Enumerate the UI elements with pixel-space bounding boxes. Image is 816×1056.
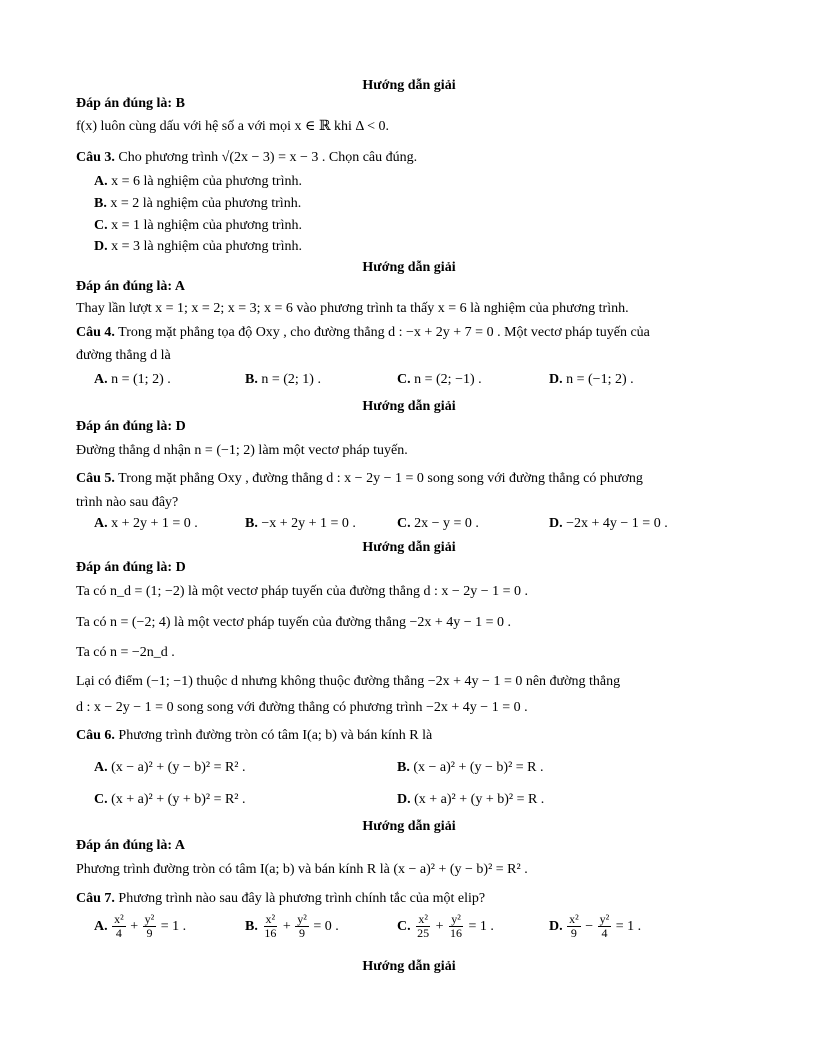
solution-text: Ta có n_d = (1; −2) là một vectơ pháp tuyến của đường thẳng d : x − 2y − 1 = 0 . [76, 584, 529, 599]
question-4 [76, 324, 742, 342]
solution-text: Đường thẳng d nhận n = (−1; 2) làm một vectơ pháp tuyến. [76, 443, 408, 458]
option-a: A. (x − a)² + (y − b)² = R² . [94, 760, 246, 775]
option-a: A. x = 6 là nghiệm của phương trình. [94, 174, 302, 189]
solution-heading: Hướng dẫn giải [362, 78, 456, 93]
question-text: Cho phương trình √(2x − 3) = x − 3 . Chọn câu đúng. [118, 150, 418, 165]
option-a: A. x + 2y + 1 = 0 . [94, 516, 198, 531]
answer-line: Đáp án đúng là: A [76, 279, 185, 294]
question-6 [76, 727, 742, 745]
option-d: D. $\frac{\text{x²}}{9}$ − $\frac{\text{y²}}{4}$ = 1 . [549, 912, 642, 941]
option-b: B. x = 2 là nghiệm của phương trình. [94, 196, 302, 211]
solution-heading: Hướng dẫn giải [362, 399, 456, 414]
option-d: D. x = 3 là nghiệm của phương trình. [94, 239, 302, 254]
question-label: Câu 5. [76, 471, 115, 486]
intro-text: f(x) luôn cùng dấu với hệ số a với mọi x ∈ ℝ khi Δ < 0. [76, 119, 390, 134]
solution-heading: Hướng dẫn giải [362, 819, 456, 834]
option-c: C. x = 1 là nghiệm của phương trình. [94, 218, 302, 233]
answer-line: Đáp án đúng là: B [76, 96, 185, 111]
option-c: C. $\frac{\text{x²}}{25}$ + $\frac{\text{y²}}{16}$ = 1 . [397, 912, 494, 941]
question-label: Câu 3. [76, 150, 115, 165]
option-c: C. n = (2; −1) . [397, 372, 482, 387]
solution-heading: Hướng dẫn giải [362, 540, 456, 555]
solution-text: Ta có n = −2n_d . [76, 645, 175, 660]
solution-heading: Hướng dẫn giải [362, 959, 456, 974]
question-label: Câu 7. [76, 891, 115, 906]
question-7 [76, 890, 742, 908]
option-b: B. $\frac{\text{x²}}{16}$ + $\frac{\text{y²}}{9}$ = 0 . [245, 912, 339, 941]
question-label: Câu 6. [76, 728, 115, 743]
option-d: D. n = (−1; 2) . [549, 372, 634, 387]
option-c: C. (x + a)² + (y + b)² = R² . [94, 792, 246, 807]
option-a: A. n = (1; 2) . [94, 372, 171, 387]
solution-text: d : x − 2y − 1 = 0 song song với đường thẳng có phương trình −2x + 4y − 1 = 0 . [76, 700, 528, 715]
question-text: Trong mặt phẳng Oxy , đường thẳng d : x − 2y − 1 = 0 song song với đường thẳng có phương [118, 471, 643, 486]
solution-text: Thay lần lượt x = 1; x = 2; x = 3; x = 6 vào phương trình ta thấy x = 6 là nghiệm của phương trình. [76, 301, 629, 316]
answer-line: Đáp án đúng là: D [76, 419, 186, 434]
solution-text: Phương trình đường tròn có tâm I(a; b) và bán kính R là (x − a)² + (y − b)² = R² . [76, 862, 528, 877]
question-5 [76, 470, 742, 488]
question-label: Câu 4. [76, 325, 115, 340]
option-a: A. $\frac{\text{x²}}{4}$ + $\frac{\text{y²}}{9}$ = 1 . [94, 912, 187, 941]
question-text: Phương trình nào sau đây là phương trình chính tắc của một elip? [118, 891, 486, 906]
option-d: D. −2x + 4y − 1 = 0 . [549, 516, 668, 531]
option-d: D. (x + a)² + (y + b)² = R . [397, 792, 545, 807]
option-c: C. 2x − y = 0 . [397, 516, 479, 531]
solution-heading: Hướng dẫn giải [362, 260, 456, 275]
solution-text: Ta có n = (−2; 4) là một vectơ pháp tuyến của đường thẳng −2x + 4y − 1 = 0 . [76, 615, 512, 630]
answer-line: Đáp án đúng là: D [76, 560, 186, 575]
option-b: B. n = (2; 1) . [245, 372, 321, 387]
answer-line: Đáp án đúng là: A [76, 838, 185, 853]
solution-text: Lại có điểm (−1; −1) thuộc d nhưng không thuộc đường thẳng −2x + 4y − 1 = 0 nên đường thẳng [76, 674, 621, 689]
option-b: B. −x + 2y + 1 = 0 . [245, 516, 356, 531]
question-text: Phương trình đường tròn có tâm I(a; b) và bán kính R là [118, 728, 433, 743]
question-text-cont: đường thẳng d là [76, 348, 171, 363]
question-3 [76, 149, 742, 167]
question-text-cont: trình nào sau đây? [76, 495, 179, 510]
question-text: Trong mặt phẳng tọa độ Oxy , cho đường thẳng d : −x + 2y + 7 = 0 . Một vectơ pháp tuyến của [118, 325, 650, 340]
option-b: B. (x − a)² + (y − b)² = R . [397, 760, 544, 775]
